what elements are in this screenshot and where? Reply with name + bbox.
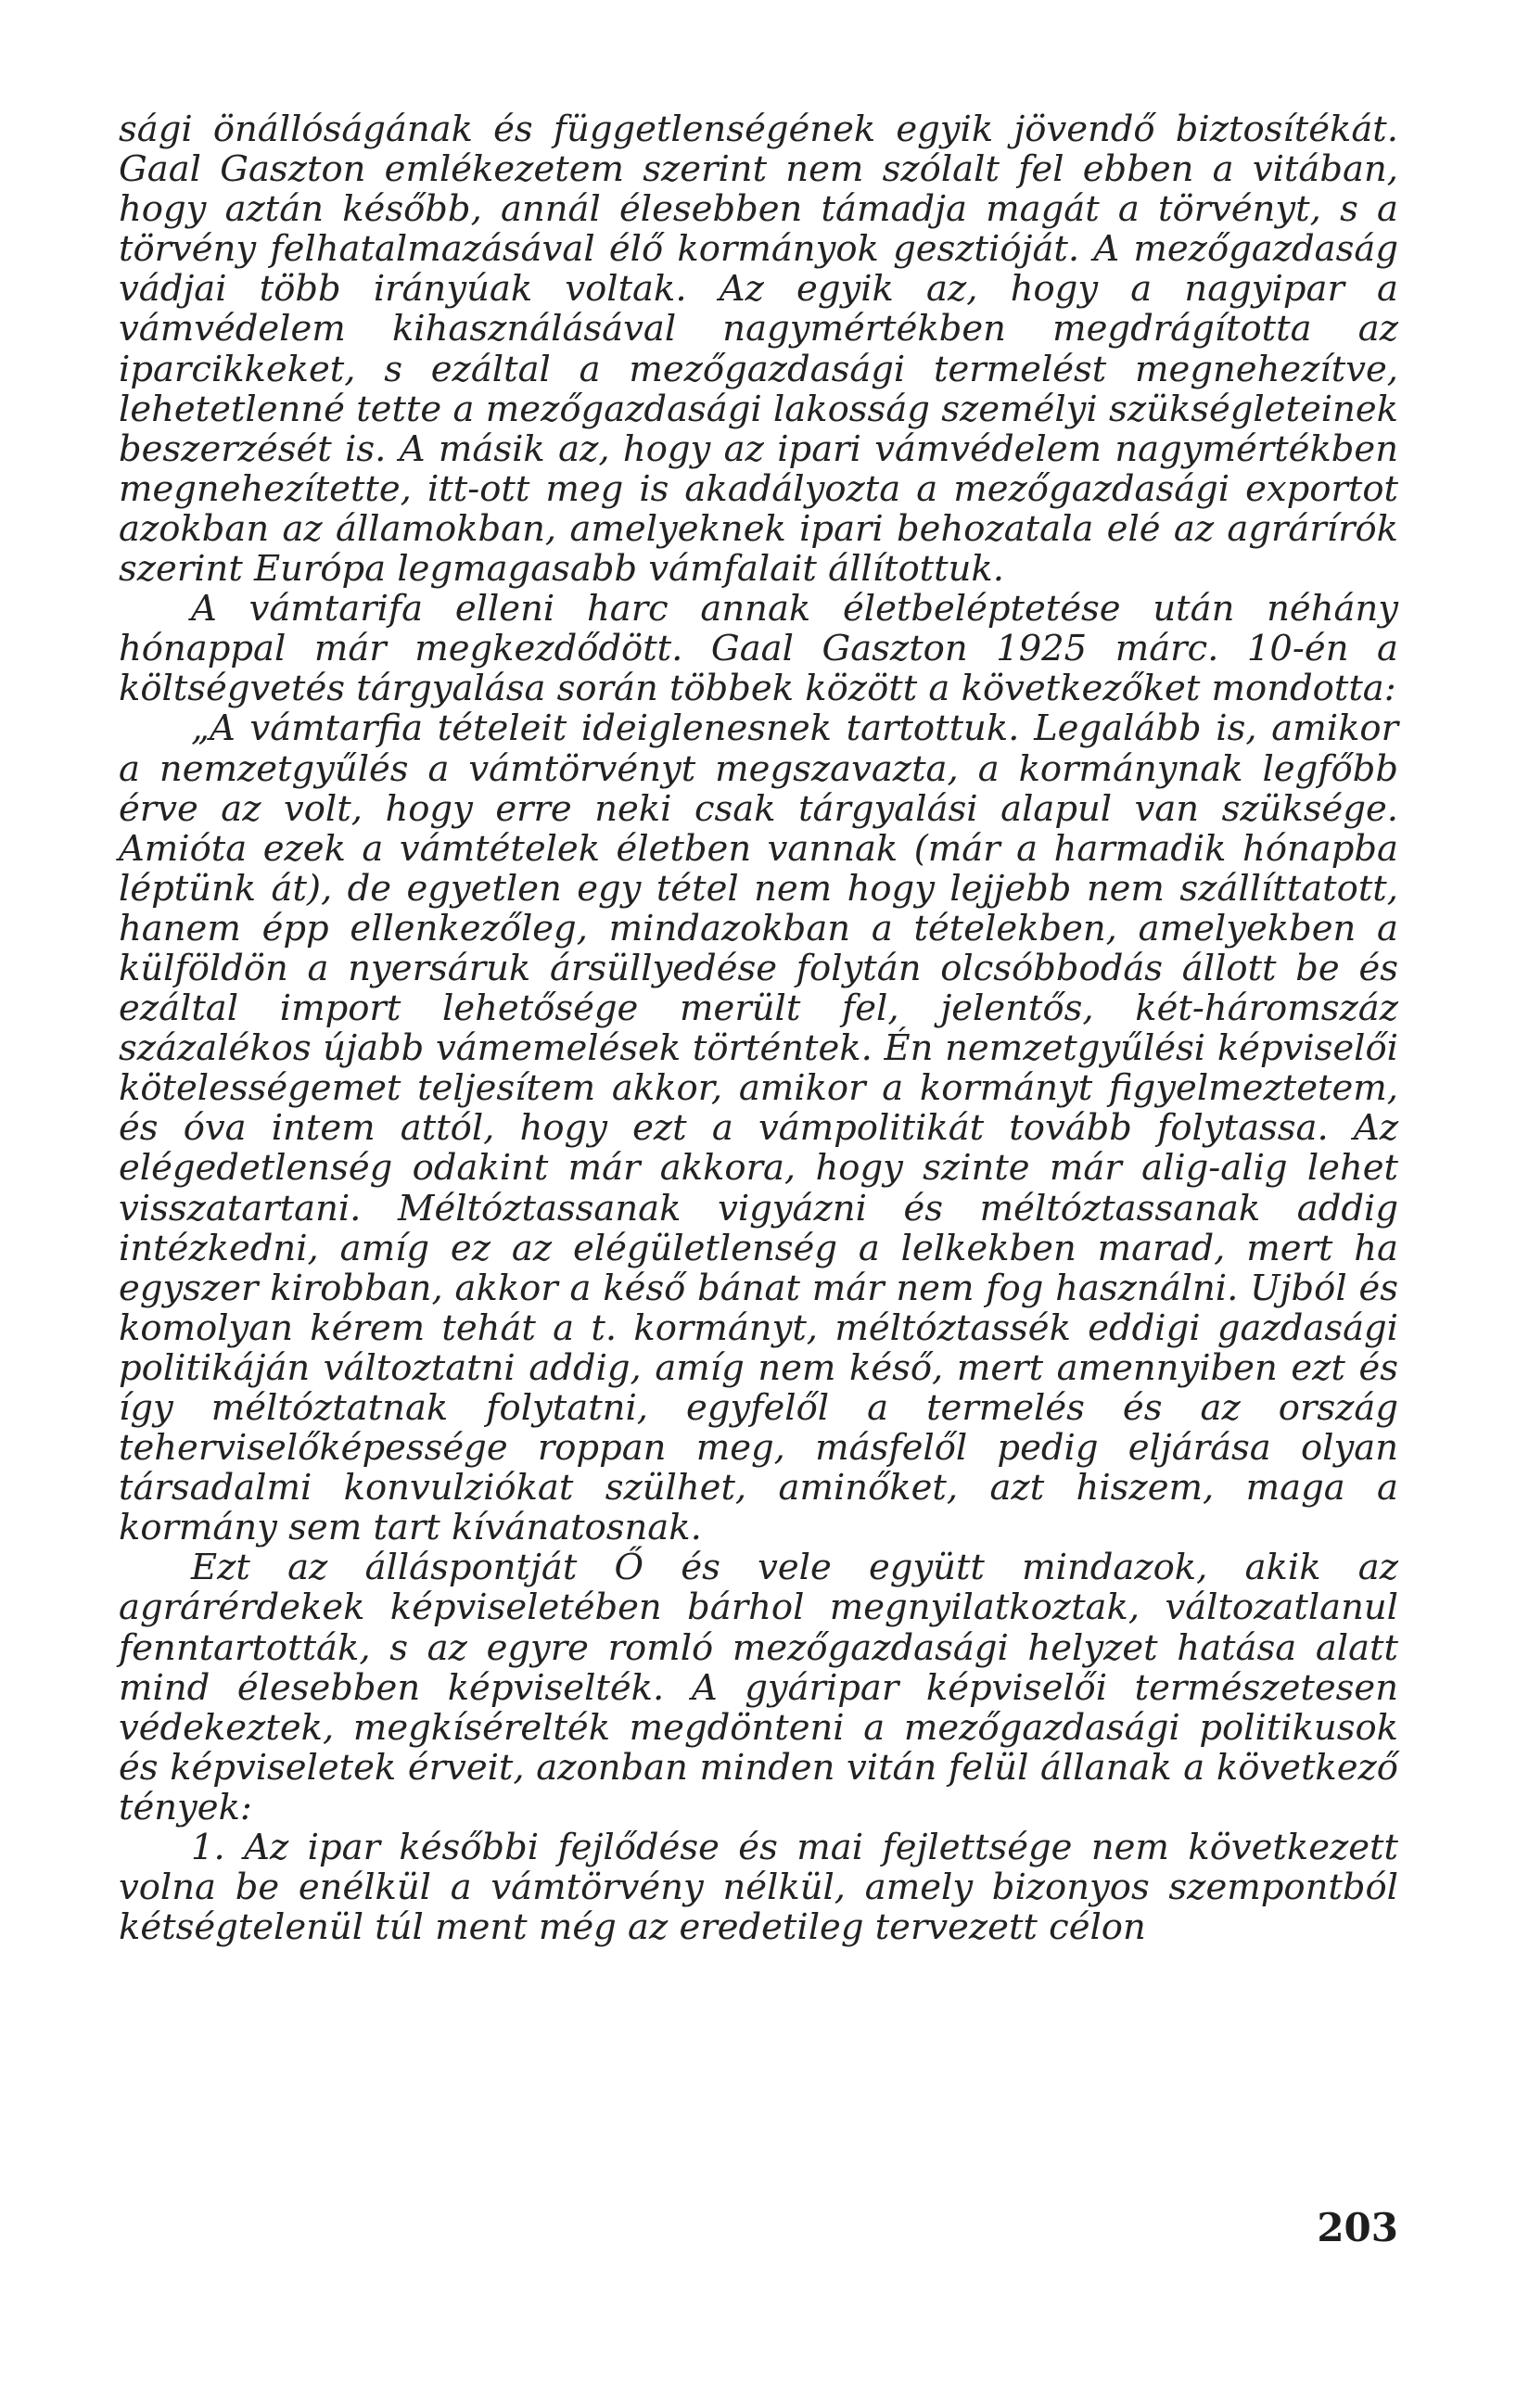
paragraph-vamtarifa: A vámtarifa elleni harc annak életbeléptetése után néhány hónappal már megkezdődött. Gaal Gaszton 1925 márc. 10-én a költségvetés tárgyalása során többek között a következőket mondotta:	[119, 588, 1398, 710]
paragraph-quotation: „A vámtarfia tételeit ideiglenesnek tartottuk. Legalább is, amikor a nemzetgyűlés a vámtörvényt megszavazta, a kormánynak legfőbb érve az volt, hogy erre neki csak tárgyalási alapul van szüksége. Amióta ezek a vámtételek életben vannak (már a harmadik hónapba léptünk át), de egyetlen egy tétel nem hogy lejjebb nem szállíttatott, hanem épp ellenkezőleg, mindazokban a tételekben, amelyekben a külföldön a nyersáruk ársüllyedése folytán olcsóbbodás állott be és ezáltal import lehetősége merült fel, jelentős, két-háromszáz százalékos újabb vámemelések történtek. Én nemzetgyűlési képviselői kötelességemet teljesítem akkor, amikor a kormányt figyelmeztetem, és óva intem attól, hogy ezt a vámpolitikát tovább folytassa. Az elégedetlenség odakint már akkora, hogy szinte már alig-alig lehet visszatartani. Méltóztassanak vigyázni és méltóztassanak addig intézkedni, amíg ez az elégületlenség a lelkekben marad, mert ha egyszer kirobban, akkor a késő bánat már nem fog használni. Ujból és komolyan kérem tehát a t. kormányt, méltóztassék eddigi gazdasági politikáján változtatni addig, amíg nem késő, mert amennyiben ezt és így méltóztatnak folytatni, egyfelől a termelés és az ország teherviselőképessége roppan meg, másfelől pedig eljárása olyan társadalmi konvulziókat szülhet, aminőket, azt hiszem, maga a kormány sem tart kívánatosnak.	[119, 707, 1398, 1549]
body-text	[119, 109, 1398, 1947]
paragraph-continuation: sági önállóságának és függetlenségének egyik jövendő biztosítékát. Gaal Gaszton emlékezetem szerint nem szólalt fel ebben a vitában, hogy aztán később, annál élesebben támadja magát a törvényt, s a törvény felhatalmazásával élő kormányok gesztióját. A mezőgazdaság vádjai több irányúak voltak. Az egyik az, hogy a nagyipar a vámvédelem kihasználásával nagymértékben megdrágította az iparcikkeket, s ezáltal a mezőgazdasági termelést megnehezítve, lehetetlenné tette a mezőgazdasági lakosság személyi szükségleteinek beszerzését is. A másik az, hogy az ipari vámvédelem nagymértékben megnehezítette, itt-ott meg is akadályozta a mezőgazdasági exportot azokban az államokban, amelyeknek ipari behozatala elé az agrárírók szerint Európa legmagasabb vámfalait állítottuk.	[119, 108, 1398, 591]
paragraph-allaspont: Ezt az álláspontját Ő és vele együtt mindazok, akik az agrárérdekek képviseletében bárhol megnyilatkoztak, változatlanul fenntartották, s az egyre romló mezőgazdasági helyzet hatása alatt mind élesebben képviselték. A gyáripar képviselői természetesen védekeztek, megkísérelték megdönteni a mezőgazdasági politikusok és képviseletek érveit, azonban minden vitán felül állanak a következő tények:	[119, 1547, 1398, 1828]
paragraph-numbered-1: 1. Az ipar későbbi fejlődése és mai fejlettsége nem következett volna be enélkül a vámtörvény nélkül, amely bizonyos szempontból kétségtelenül túl ment még az eredetileg tervezett célon	[119, 1827, 1398, 1949]
page-number: 203	[1317, 2205, 1398, 2250]
